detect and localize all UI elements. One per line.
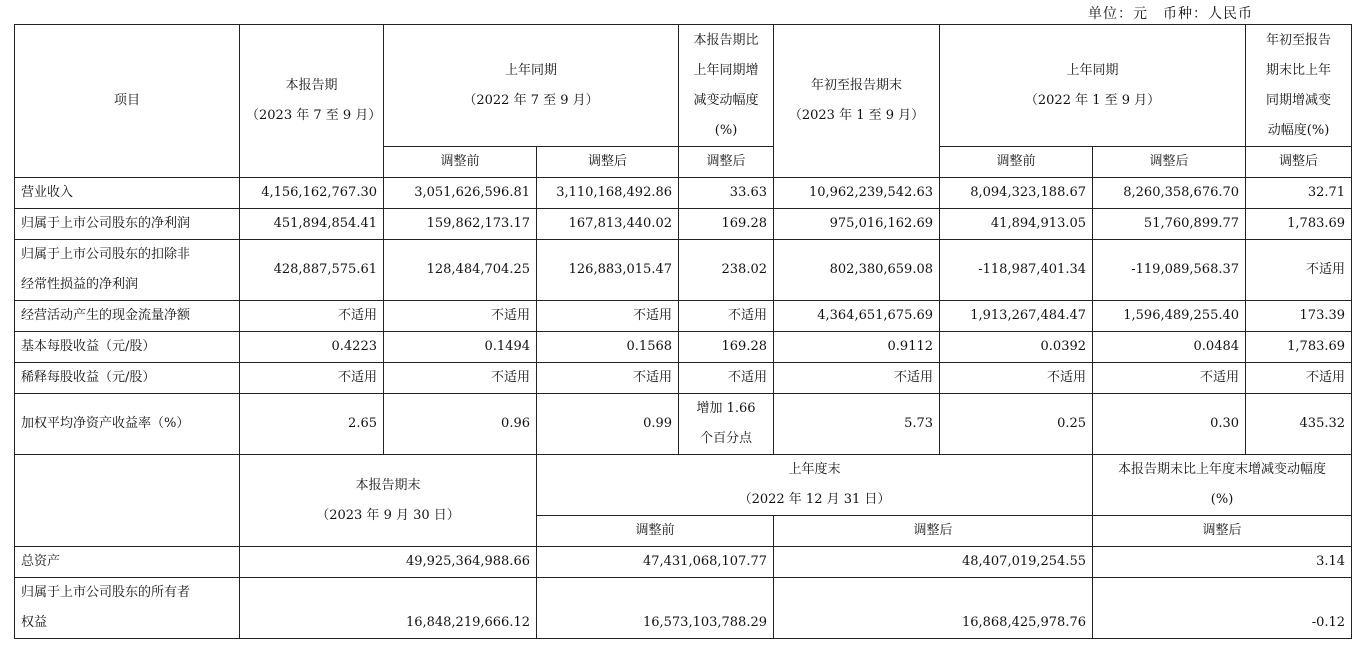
header-change-ytd-line4: 动幅度(%) bbox=[1267, 122, 1330, 138]
header-prior-ytd bbox=[940, 25, 1246, 147]
header-prior-dates: （2022 年 7 至 9 月） bbox=[463, 92, 599, 108]
cell-value: 41,894,913.05 bbox=[940, 209, 1093, 240]
cell-value: 167,813,440.02 bbox=[537, 209, 679, 240]
cell-value: 47,431,068,107.77 bbox=[537, 547, 774, 578]
header-change-q-line3: 减变动幅度 bbox=[693, 92, 759, 108]
cell-value: 不适用 bbox=[679, 301, 774, 332]
subheader-after: 调整后 bbox=[537, 147, 679, 178]
cell-value: 451,894,854.41 bbox=[240, 209, 384, 240]
cell-value: 8,260,358,676.70 bbox=[1093, 178, 1246, 209]
cell-value: 16,868,425,978.76 bbox=[774, 578, 1093, 639]
cell-value: 32.71 bbox=[1246, 178, 1352, 209]
row-label: 稀释每股收益（元/股） bbox=[15, 363, 240, 394]
header-prior-same-period bbox=[384, 25, 679, 147]
header-prior-ytd-dates: （2022 年 1 至 9 月） bbox=[1024, 92, 1161, 108]
row-label: 总资产 bbox=[15, 547, 240, 578]
header-current-period bbox=[240, 25, 384, 178]
balance-header-blank bbox=[15, 455, 240, 547]
cell-value: 1,596,489,255.40 bbox=[1093, 301, 1246, 332]
header-change-ytd bbox=[1246, 25, 1352, 147]
row-label: 加权平均净资产收益率（%） bbox=[15, 394, 240, 455]
cell-value: 49,925,364,988.66 bbox=[240, 547, 537, 578]
row-label-line2: 经常性损益的净利润 bbox=[21, 277, 139, 292]
header-current-title: 本报告期 bbox=[285, 78, 338, 93]
table-row bbox=[15, 301, 1352, 332]
cell-value: 0.25 bbox=[940, 394, 1093, 455]
cell-value: 238.02 bbox=[679, 240, 774, 301]
cell-value bbox=[679, 394, 774, 455]
table-row bbox=[15, 209, 1352, 240]
balance-prior-date: （2022 年 12 月 31 日） bbox=[738, 492, 891, 507]
cell-value: 435.32 bbox=[1246, 394, 1352, 455]
financial-data-table bbox=[14, 24, 1352, 639]
table-row bbox=[15, 547, 1352, 578]
cell-value: 975,016,162.69 bbox=[774, 209, 940, 240]
balance-period-end-date: （2023 年 9 月 30 日） bbox=[316, 507, 460, 523]
cell-value: 不适用 bbox=[1093, 363, 1246, 394]
cell-value: 不适用 bbox=[240, 363, 384, 394]
row-label: 营业收入 bbox=[15, 178, 240, 209]
cell-value: 不适用 bbox=[384, 363, 537, 394]
cell-value: 3,110,168,492.86 bbox=[537, 178, 679, 209]
row-label-line2: 权益 bbox=[21, 615, 48, 630]
unit-currency-note: 单位：元 币种：人民币 bbox=[1088, 6, 1253, 22]
cell-value: 51,760,899.77 bbox=[1093, 209, 1246, 240]
cell-value: 4,156,162,767.30 bbox=[240, 178, 384, 209]
cell-value: 159,862,173.17 bbox=[384, 209, 537, 240]
header-change-ytd-line3: 同期增减变 bbox=[1266, 92, 1332, 108]
cell-value: 不适用 bbox=[1246, 240, 1352, 301]
cell-value: 不适用 bbox=[1246, 363, 1352, 394]
header-ytd-title: 年初至报告期末 bbox=[811, 78, 903, 93]
balance-header-prior-year-end bbox=[537, 455, 1093, 516]
row-label bbox=[15, 240, 240, 301]
cell-value: 0.0392 bbox=[940, 332, 1093, 363]
subheader-after: 调整后 bbox=[1246, 147, 1352, 178]
subheader-before: 调整前 bbox=[537, 516, 774, 547]
cell-value: 0.0484 bbox=[1093, 332, 1246, 363]
header-prior-title: 上年同期 bbox=[505, 62, 558, 78]
cell-value: 10,962,239,542.63 bbox=[774, 178, 940, 209]
cell-value: 16,848,219,666.12 bbox=[240, 578, 537, 639]
row-label-line1: 归属于上市公司股东的扣除非 bbox=[21, 247, 191, 262]
cell-value: 3.14 bbox=[1093, 547, 1352, 578]
cell-value: 126,883,015.47 bbox=[537, 240, 679, 301]
header-current-dates: （2023 年 7 至 9 月） bbox=[246, 108, 382, 123]
table-row bbox=[15, 578, 1352, 639]
table-row bbox=[15, 178, 1352, 209]
cell-value: 不适用 bbox=[240, 301, 384, 332]
subheader-after: 调整后 bbox=[679, 147, 774, 178]
header-item: 项目 bbox=[15, 25, 240, 178]
cell-value: 8,094,323,188.67 bbox=[940, 178, 1093, 209]
subheader-before: 调整前 bbox=[384, 147, 537, 178]
row-label: 基本每股收益（元/股） bbox=[15, 332, 240, 363]
table-row bbox=[15, 363, 1352, 394]
table-header-row bbox=[15, 25, 1352, 147]
header-change-quarter bbox=[679, 25, 774, 147]
row-label: 经营活动产生的现金流量净额 bbox=[15, 301, 240, 332]
row-label: 归属于上市公司股东的净利润 bbox=[15, 209, 240, 240]
cell-value: 2.65 bbox=[240, 394, 384, 455]
cell-value: 169.28 bbox=[679, 209, 774, 240]
subheader-after: 调整后 bbox=[774, 516, 1093, 547]
cell-value: 1,783.69 bbox=[1246, 332, 1352, 363]
cell-value: 802,380,659.08 bbox=[774, 240, 940, 301]
header-change-q-line4: (%) bbox=[714, 122, 738, 138]
cell-value: 0.99 bbox=[537, 394, 679, 455]
cell-value-line1: 增加 1.66 bbox=[696, 401, 756, 416]
subheader-after: 调整后 bbox=[1093, 147, 1246, 178]
cell-value: 169.28 bbox=[679, 332, 774, 363]
balance-header-period-end bbox=[240, 455, 537, 547]
table-row bbox=[15, 394, 1352, 455]
cell-value: 不适用 bbox=[774, 363, 940, 394]
cell-value: 3,051,626,596.81 bbox=[384, 178, 537, 209]
header-prior-ytd-title: 上年同期 bbox=[1066, 62, 1119, 78]
cell-value: 33.63 bbox=[679, 178, 774, 209]
cell-value: 0.9112 bbox=[774, 332, 940, 363]
balance-change-line1: 本报告期末比上年度末增减变动幅度 bbox=[1118, 462, 1327, 477]
cell-value: -118,987,401.34 bbox=[940, 240, 1093, 301]
row-label-line1: 归属于上市公司股东的所有者 bbox=[21, 585, 191, 600]
table-row bbox=[15, 332, 1352, 363]
cell-value: 0.4223 bbox=[240, 332, 384, 363]
cell-value: 173.39 bbox=[1246, 301, 1352, 332]
cell-value: -119,089,568.37 bbox=[1093, 240, 1246, 301]
cell-value: 0.1494 bbox=[384, 332, 537, 363]
cell-value: 48,407,019,254.55 bbox=[774, 547, 1093, 578]
cell-value: 不适用 bbox=[537, 301, 679, 332]
cell-value: 不适用 bbox=[679, 363, 774, 394]
cell-value: 0.1568 bbox=[537, 332, 679, 363]
balance-period-end-title: 本报告期末 bbox=[355, 477, 421, 493]
cell-value: -0.12 bbox=[1093, 578, 1352, 639]
header-change-ytd-line1: 年初至报告 bbox=[1266, 32, 1332, 48]
balance-prior-title: 上年度末 bbox=[788, 462, 841, 477]
subheader-before: 调整前 bbox=[940, 147, 1093, 178]
balance-header-change bbox=[1093, 455, 1352, 516]
header-change-q-line1: 本报告期比 bbox=[693, 32, 759, 48]
subheader-after: 调整后 bbox=[1093, 516, 1352, 547]
header-change-q-line2: 上年同期增 bbox=[693, 62, 759, 78]
header-change-ytd-line2: 期末比上年 bbox=[1266, 62, 1332, 78]
cell-value: 0.96 bbox=[384, 394, 537, 455]
cell-value: 不适用 bbox=[940, 363, 1093, 394]
header-ytd-dates: （2023 年 1 至 9 月） bbox=[788, 108, 925, 123]
balance-header-row bbox=[15, 455, 1352, 516]
balance-change-line2: (%) bbox=[1210, 492, 1234, 507]
header-ytd bbox=[774, 25, 940, 178]
cell-value: 4,364,651,675.69 bbox=[774, 301, 940, 332]
cell-value-line2: 个百分点 bbox=[700, 431, 753, 446]
cell-value: 1,783.69 bbox=[1246, 209, 1352, 240]
table-row bbox=[15, 240, 1352, 301]
cell-value: 不适用 bbox=[537, 363, 679, 394]
cell-value: 5.73 bbox=[774, 394, 940, 455]
cell-value: 128,484,704.25 bbox=[384, 240, 537, 301]
cell-value: 16,573,103,788.29 bbox=[537, 578, 774, 639]
cell-value: 428,887,575.61 bbox=[240, 240, 384, 301]
cell-value: 1,913,267,484.47 bbox=[940, 301, 1093, 332]
cell-value: 不适用 bbox=[384, 301, 537, 332]
cell-value: 0.30 bbox=[1093, 394, 1246, 455]
row-label bbox=[15, 578, 240, 639]
